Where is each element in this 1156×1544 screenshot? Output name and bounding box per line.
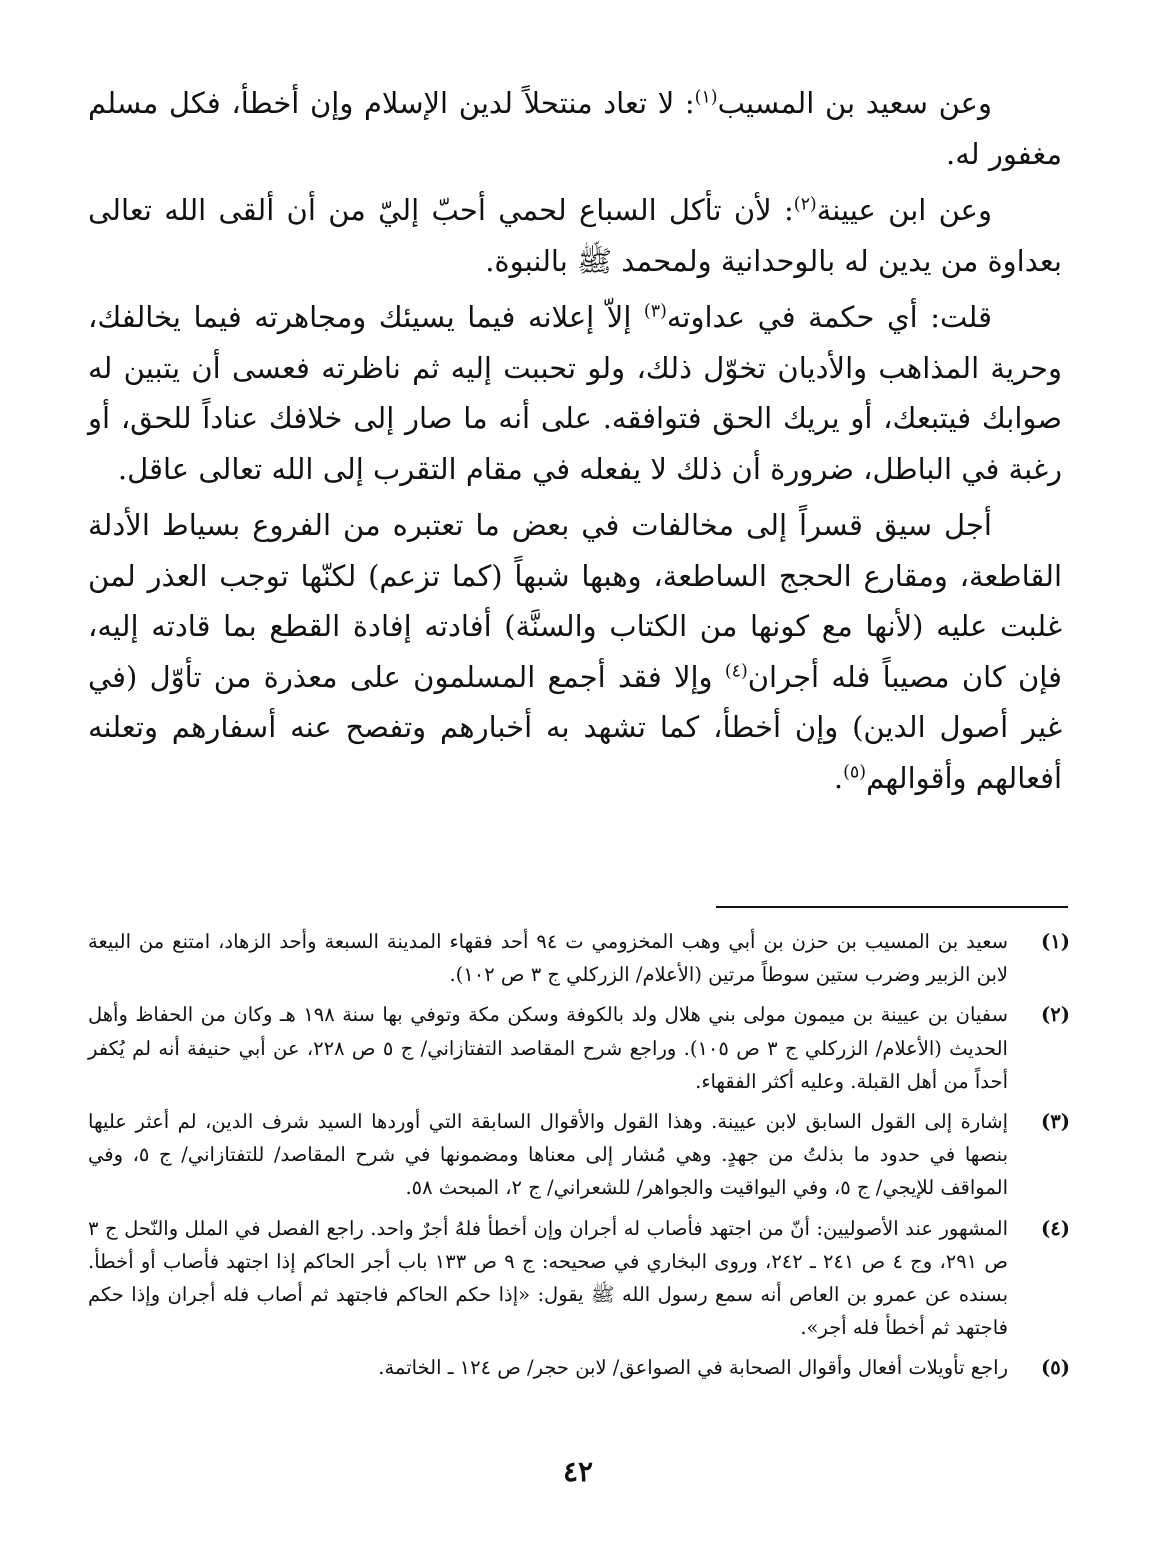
paragraph-text: . [833,760,844,795]
footnote-text: راجع تأويلات أفعال وأقوال الصحابة في الصواعق/ لابن حجر/ ص ١٢٤ ـ الخاتمة. [378,1356,1008,1380]
footnote-number: (١) [1041,930,1070,953]
footnote-2 [88,998,1070,1098]
footnote-number: (٢) [1041,1003,1070,1027]
footnote-divider [716,906,1068,908]
footnote-3 [88,1105,1070,1205]
footnote-5 [88,1351,1070,1384]
footnote-ref-2[interactable]: (٢) [793,194,817,215]
paragraph-text: : لأن تأكل السباع لحمي أحبّ إليّ من أن ألقى الله تعالى بعداوة من يدين له بالوحدانية ولمحمد ﷺ بالنبوة. [88,193,1062,278]
paragraph-text: أجل سيق قسراً إلى مخالفات في بعض ما تعتبره من الفروع بسياط الأدلة القاطعة، ومقارع الحجج الساطعة، وهبها شبهاً (كما تزعم) لكنّها توجب العذر لمن غلبت عليه (لأنها مع كونها من الكتاب والسنَّة) أفادته إفادة القطع بما قادته إليه، فإن كان مصيباً فله أجران [88,508,1062,694]
footnote-text: المشهور عند الأصوليين: أنّ من اجتهد فأصاب له أجران وإن أخطأ فلهُ أجرٌ واحد. راجع الفصل في الملل والنّحل ج ٣ ص ٢٩١، وج ٤ ص ٢٤١ ـ ٢٤٢، وروى البخاري في صحيحه: ج ٩ ص ١٣٣ باب أجر الحاكم إذا اجتهد فأصاب أو أخطأ. بسنده عن عمرو بن العاص أنه سمع رسول الله ﷺ يقول: «إذا حكم الحاكم فاجتهد ثم أصاب فله أجران وإذا حكم فاجتهد ثم أخطأ فله أجر». [88,1216,1008,1340]
footnote-4 [88,1212,1070,1345]
footnote-ref-1[interactable]: (١) [694,87,718,108]
footnote-text: إشارة إلى القول السابق لابن عيينة. وهذا القول والأقوال السابقة التي أوردها السيد شرف الدين، لم أعثر عليها بنصها في حدود ما بذلتُ من جهدٍ. وهي مُشار إلى معناها ومضمونها في شرح المقاصد/ للتفتازاني/ ج ٥، وفي المواقف للإيجي/ ج ٥، وفي اليواقيت والجواهر/ للشعراني/ ج ٢، المبحث ٥٨. [88,1110,1008,1200]
footnote-text: سعيد بن المسيب بن حزن بن أبي وهب المخزومي ت ٩٤ أحد فقهاء المدينة السبعة وأحد الزهاد، امتنع من البيعة لابن الزبير وضرب ستين سوطاً مرتين (الأعلام/ الزركلي ج ٣ ص ١٠٢). [88,930,1008,987]
footnote-number: (٤) [1041,1216,1070,1240]
footnote-text: سفيان بن عيينة بن ميمون مولى بني هلال ولد بالكوفة وسكن مكة وتوفي بها سنة ١٩٨ هـ وكان من الحفاظ وأهل الحديث (الأعلام/ الزركلي ج ٣ ص ١٠٥). وراجع شرح المقاصد التفتازاني/ ج ٥ ص ٢٢٨، عن أبي حنيفة أنه لم يُكفر أحداً من أهل القبلة. وعليه أكثر الفقهاء. [88,1003,1008,1093]
paragraph-4 [88,500,1062,803]
footnote-ref-5[interactable]: (٥) [843,761,867,782]
paragraph-2 [88,185,1062,286]
footnote-number: (٥) [1041,1356,1070,1380]
page-number: ٤٢ [562,1455,594,1488]
footnote-number: (٣) [1041,1110,1070,1134]
paragraph-text: إلاّ إعلانه فيما يسيئك ومجاهرته فيما يخالفك، وحرية المذاهب والأديان تخوّل ذلك، ولو تحببت إليه ثم ناظرته فعسى أن يتبين له صوابك فيتبعك، أو يريك الحق فتوافقه. على أنه ما صار إلى خلافك عناداً للحق، أو رغبة في الباطل، ضرورة أن ذلك لا يفعله في مقام التقرب إلى الله تعالى عاقل. [88,300,1062,486]
paragraph-text: وإلا فقد أجمع المسلمون على معذرة من تأوّل (في غير أصول الدين) وإن أخطأ، كما تشهد به أخبارهم وتفصح عنه أسفارهم وتعلنه أفعالهم وأقوالهم [88,659,1062,795]
footnotes [88,925,1070,1392]
footnote-ref-4[interactable]: (٤) [724,660,748,681]
footnote-1 [88,925,1070,991]
paragraph-text: قلت: أي حكمة في عداوته [666,300,992,334]
footnote-ref-3[interactable]: (٣) [643,301,667,322]
paragraph-1 [88,78,1062,179]
paragraph-text: : لا تعاد منتحلاً لدين الإسلام وإن أخطأ، فكل مسلم مغفور له. [88,86,1062,171]
paragraph-text: وعن ابن عيينة [816,193,992,227]
paragraph-3 [88,292,1062,494]
paragraph-text: وعن سعيد بن المسيب [717,86,992,120]
main-text [88,78,1062,809]
